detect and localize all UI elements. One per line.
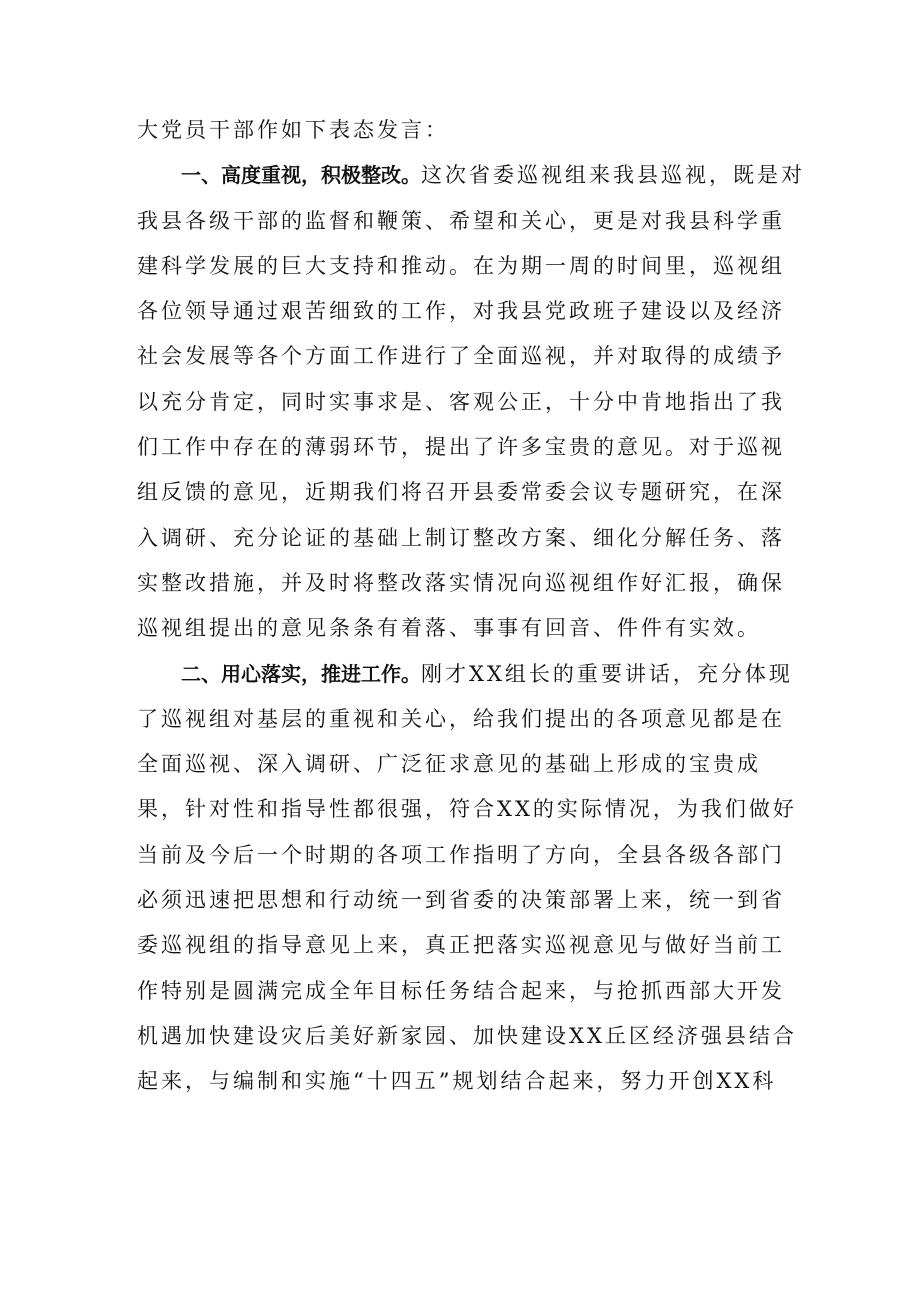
text-line: [137, 878, 785, 923]
line-text: 果，针对性和指导性都很强，符合XX的实际情况，为我们做好: [137, 797, 797, 822]
line-text: 这次省委巡视组来我县巡视，既是对: [421, 163, 805, 188]
text-line: [137, 516, 785, 561]
text-line: [137, 787, 797, 832]
line-text: 各位领导通过艰苦细致的工作，对我县党政班子建设以及经济: [137, 299, 785, 324]
text-line: [137, 289, 785, 334]
text-line: [137, 425, 785, 470]
text-line: [137, 742, 777, 787]
text-line: [137, 1014, 797, 1059]
document-body: [137, 108, 805, 1105]
heading-one: 一、高度重视，积极整改。: [181, 163, 421, 188]
text-line: [137, 470, 785, 515]
line-text: 大党员干部作如下表态发言：: [137, 118, 449, 142]
text-line: [137, 561, 785, 606]
line-text: 巡视组提出的意见条条有着落、事事有回音、件件有实效。: [137, 616, 761, 641]
line-text: 实整改措施，并及时将整改落实情况向巡视组作好汇报，确保: [137, 570, 785, 595]
line-text: 当前及今后一个时期的各项工作指明了方向，全县各级各部门: [137, 842, 785, 867]
text-line: [137, 1059, 777, 1104]
line-text: 作特别是圆满完成全年目标任务结合起来，与抢抓西部大开发: [137, 978, 785, 1003]
text-line: [137, 833, 785, 878]
text-line: [137, 969, 785, 1014]
text-line: [137, 244, 785, 289]
text-line: [137, 606, 777, 651]
text-line: [137, 108, 777, 153]
line-text: 以充分肯定，同时实事求是、客观公正，十分中肯地指出了我: [137, 389, 785, 414]
paragraph-2-first-line: [137, 652, 793, 697]
text-line: [137, 334, 785, 379]
line-text: 社会发展等各个方面工作进行了全面巡视，并对取得的成绩予: [137, 344, 785, 369]
paragraph-1-first-line: [137, 153, 805, 198]
line-text: 组反馈的意见，近期我们将召开县委常委会议专题研究，在深: [137, 480, 785, 505]
text-line: [137, 199, 785, 244]
line-text: 刚才XX组长的重要讲话，充分体现: [421, 661, 793, 686]
line-text: 了巡视组对基层的重视和关心，给我们提出的各项意见都是在: [137, 706, 785, 731]
line-text: 入调研、充分论证的基础上制订整改方案、细化分解任务、落: [137, 525, 785, 550]
line-text: 建科学发展的巨大支持和推动。在为期一周的时间里，巡视组: [137, 253, 785, 278]
text-line: [137, 697, 785, 742]
text-line: [137, 923, 785, 968]
heading-two: 二、用心落实，推进工作。: [181, 661, 421, 686]
line-text: 全面巡视、深入调研、广泛征求意见的基础上形成的宝贵成: [137, 752, 761, 777]
line-text: 必须迅速把思想和行动统一到省委的决策部署上来，统一到省: [137, 888, 785, 913]
line-text: 委巡视组的指导意见上来，真正把落实巡视意见与做好当前工: [137, 933, 785, 958]
line-text: 我县各级干部的监督和鞭策、希望和关心，更是对我县科学重: [137, 208, 785, 233]
text-line: [137, 380, 785, 425]
line-text: 们工作中存在的薄弱环节，提出了许多宝贵的意见。对于巡视: [137, 435, 785, 460]
line-text: 起来，与编制和实施“十四五”规划结合起来，努力开创XX科: [137, 1069, 777, 1094]
line-text: 机遇加快建设灾后美好新家园、加快建设XX丘区经济强县结合: [137, 1023, 797, 1048]
